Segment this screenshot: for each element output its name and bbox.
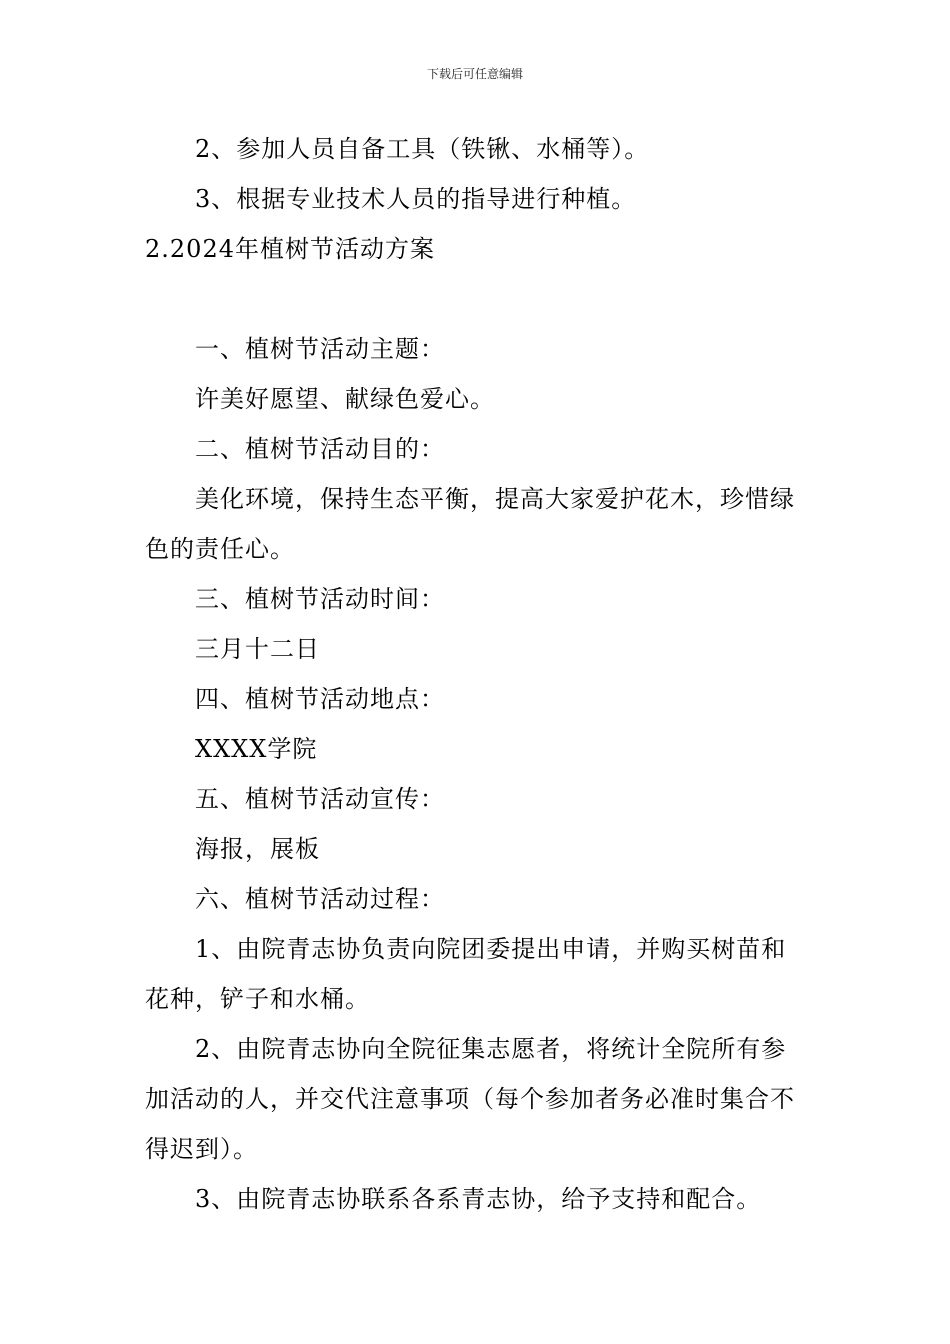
- paragraph-time: 三月十二日: [195, 635, 320, 663]
- section-title: 2.2024年植树节活动方案: [145, 235, 435, 263]
- paragraph-planting-guidance: 3、根据专业技术人员的指导进行种植。: [195, 185, 637, 213]
- paragraph-location: XXXX学院: [195, 735, 318, 763]
- paragraph-process-step-2: 2、由院青志协向全院征集志愿者，将统计全院所有参加活动的人，并交代注意事项（每个参加者务必准时集合不得迟到）。: [145, 1035, 795, 1163]
- paragraph-publicity: 海报，展板: [195, 835, 320, 863]
- paragraph-tools: 2、参加人员自备工具（铁锹、水桶等）。: [195, 135, 650, 163]
- paragraph-purpose: 美化环境，保持生态平衡，提高大家爱护花木，珍惜绿色的责任心。: [145, 485, 795, 563]
- heading-purpose: 二、植树节活动目的：: [195, 435, 445, 463]
- heading-location: 四、植树节活动地点：: [195, 685, 445, 713]
- paragraph-process-step-1: 1、由院青志协负责向院团委提出申请，并购买树苗和花种，铲子和水桶。: [145, 935, 787, 1013]
- heading-time: 三、植树节活动时间：: [195, 585, 445, 613]
- paragraph-theme: 许美好愿望、献绿色爱心。: [195, 385, 495, 413]
- paragraph-process-step-3: 3、由院青志协联系各系青志协，给予支持和配合。: [195, 1185, 762, 1213]
- page-header-note: 下载后可任意编辑: [426, 67, 523, 81]
- document-body: [145, 124, 810, 1224]
- heading-process: 六、植树节活动过程：: [195, 885, 445, 913]
- blank-line: [145, 274, 810, 324]
- heading-theme: 一、植树节活动主题：: [195, 335, 445, 363]
- heading-publicity: 五、植树节活动宣传：: [195, 785, 445, 813]
